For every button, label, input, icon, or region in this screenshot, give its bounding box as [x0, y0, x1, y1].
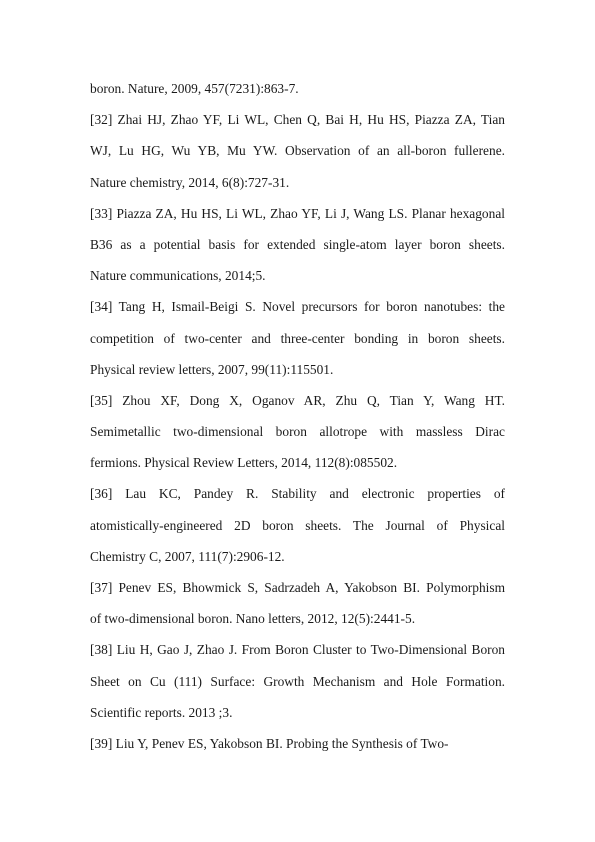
reference-line: atomistically-engineered 2D boron sheets. The Journal of Physical	[90, 517, 505, 533]
reference-line: [36] Lau KC, Pandey R. Stability and electronic properties of	[90, 486, 505, 502]
reference-line: [39] Liu Y, Penev ES, Yakobson BI. Probing the Synthesis of Two-	[90, 735, 449, 751]
reference-line: fermions. Physical Review Letters, 2014, 112(8):085502.	[90, 455, 398, 471]
reference-entry	[90, 389, 505, 483]
reference-line: Sheet on Cu (111) Surface: Growth Mechanism and Hole Formation.	[90, 673, 505, 689]
reference-entry	[90, 202, 505, 296]
reference-line: [37] Penev ES, Bhowmick S, Sadrzadeh A, Yakobson BI. Polymorphism	[90, 580, 505, 595]
reference-line: Chemistry C, 2007, 111(7):2906-12.	[90, 548, 285, 564]
reference-line: [35] Zhou XF, Dong X, Oganov AR, Zhu Q, Tian Y, Wang HT.	[90, 392, 505, 408]
reference-list	[90, 77, 505, 763]
reference-entry	[90, 732, 505, 763]
reference-line: Nature chemistry, 2014, 6(8):727-31.	[90, 174, 290, 190]
reference-line: [38] Liu H, Gao J, Zhao J. From Boron Cluster to Two-Dimensional Boron	[90, 642, 505, 658]
reference-line: of two-dimensional boron. Nano letters, 2012, 12(5):2441-5.	[90, 611, 416, 627]
reference-entry	[90, 638, 505, 732]
reference-entry	[90, 77, 505, 108]
reference-line: [33] Piazza ZA, Hu HS, Li WL, Zhao YF, Li J, Wang LS. Planar hexagonal	[90, 205, 505, 221]
reference-entry	[90, 108, 505, 202]
reference-line: Semimetallic two-dimensional boron allotrope with massless Dirac	[90, 424, 505, 440]
reference-line: [32] Zhai HJ, Zhao YF, Li WL, Chen Q, Bai H, Hu HS, Piazza ZA, Tian	[90, 112, 505, 128]
reference-entry	[90, 482, 505, 576]
reference-entry	[90, 295, 505, 389]
reference-line: Physical review letters, 2007, 99(11):115501.	[90, 361, 334, 377]
reference-line: competition of two-center and three-center bonding in boron sheets.	[90, 330, 505, 346]
reference-line: Scientific reports. 2013 ;3.	[90, 704, 233, 720]
reference-line: [34] Tang H, Ismail-Beigi S. Novel precursors for boron nanotubes: the	[90, 299, 505, 315]
reference-line: B36 as a potential basis for extended single-atom layer boron sheets.	[90, 236, 505, 252]
reference-entry	[90, 576, 505, 638]
reference-line: WJ, Lu HG, Wu YB, Mu YW. Observation of an all-boron fullerene.	[90, 143, 505, 159]
reference-line: Nature communications, 2014;5.	[90, 268, 266, 284]
reference-line: boron. Nature, 2009, 457(7231):863-7.	[90, 81, 299, 96]
